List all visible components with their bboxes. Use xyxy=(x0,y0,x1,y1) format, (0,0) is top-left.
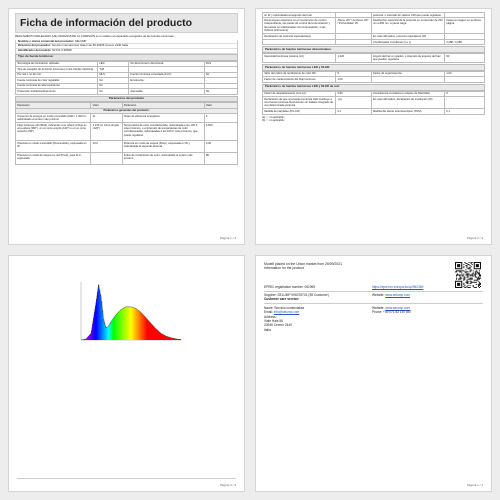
heading-1: Modell placed on the Union market from 26/09/2021 xyxy=(264,262,343,266)
table-cell: Potencia en modo encendido (Pencendido), expresada en W xyxy=(16,141,91,153)
table-cell: 0,1 xyxy=(336,109,372,114)
page-2 xyxy=(255,8,492,245)
page-footer: Página 3 / 3 xyxy=(219,483,236,487)
top-table xyxy=(262,12,485,45)
table-cell: Tp8 xyxy=(98,67,129,72)
table-cell: Intensidad luminosa máxima (cd) xyxy=(263,54,336,63)
params-table xyxy=(15,102,238,165)
table-row xyxy=(263,97,485,109)
address-line-3 xyxy=(264,328,483,332)
table-row xyxy=(263,18,485,34)
table-cell: 11 xyxy=(91,114,122,123)
model-value: SLTV1-5-90608 xyxy=(52,48,72,53)
col-header: Valor xyxy=(204,103,237,108)
customer-label: Customer care service: xyxy=(264,297,300,302)
table-cell: Coordenadas cromáticas (x e y) xyxy=(371,39,444,44)
table-cell: en W y redondeada al segundo decimal xyxy=(263,13,336,18)
notes xyxy=(262,116,485,123)
table-cell: Fuente luminosa de color regulable: xyxy=(16,78,98,83)
table-cell xyxy=(91,153,122,165)
table-cell: 1,00 xyxy=(445,71,485,76)
table-cell: Tecnología de iluminación utilizada: xyxy=(16,61,98,66)
table-cell: 10,0 xyxy=(91,141,122,153)
mains-header: Parámetros de fuentes luminosas LED y OLED de red: xyxy=(262,84,485,91)
table-cell: Altura: 207 / Anchura: 207 / Profundidad: 25 xyxy=(336,18,372,34)
table-cell: 0,00 xyxy=(204,141,237,153)
supplier-label: Nombre o marca comercial del proveedor: xyxy=(18,38,75,43)
table-cell: No xyxy=(98,78,129,83)
table-cell: Potencia en modo de espera (Pesp), expresada en W y redondeada al segundo decimal xyxy=(122,141,204,153)
table-cell: Tipo de casquillo de la fuente luminosa (u otra interfaz eléctrica) xyxy=(16,67,98,72)
table-cell: Fuente luminosa de alta luminancia: xyxy=(16,83,98,88)
table-cell: -(a) xyxy=(336,97,372,109)
phone-label: Phone: +39 071 82 187 857 xyxy=(372,310,412,315)
table-cell: F xyxy=(204,114,237,123)
col-header: Parámetro xyxy=(122,103,204,108)
table-cell: 0,288 / 0,285 xyxy=(445,39,485,44)
directional-table xyxy=(262,53,485,63)
supplier-website-label: Website: xyxy=(372,293,385,297)
page-title: Ficha de información del producto xyxy=(15,13,238,33)
table-cell: Dimensiones exteriores sin el mecanismo de control independiente, las piezas de control de la iluminación y las piezas no relacionadas con la iluminación, si las hubiera (milímetros) xyxy=(263,18,336,34)
params-header: Parámetros del producto xyxy=(15,96,238,103)
address-label: Dirección del proveedor: xyxy=(18,43,51,48)
table-cell: 0,90 xyxy=(336,91,372,96)
table-cell: - xyxy=(204,78,237,83)
type-header: Tipo de fuente luminosa: xyxy=(15,54,238,61)
table-cell: Factor de desplazamiento (cos φ1) xyxy=(263,91,336,96)
heading-2: Information for the product xyxy=(264,266,304,271)
page-footer: Página 1 / 1 xyxy=(466,483,483,487)
note: (a) '-': no aplicable; xyxy=(262,116,285,120)
page-footer: Página 2 / 3 xyxy=(466,236,483,240)
email-link[interactable]: info@selump.com xyxy=(273,310,300,315)
table-cell: No xyxy=(204,89,237,94)
table-cell: Distribución espectral de la potencia en el intervalo de 250 nm a 800 nm, a plena carga xyxy=(371,18,444,34)
eprel-row xyxy=(264,285,483,289)
email-label: Email: xyxy=(264,310,273,315)
page-4 xyxy=(255,255,492,492)
table-row xyxy=(263,77,485,82)
website-link[interactable]: www.selump.com xyxy=(385,305,411,310)
table-cell xyxy=(445,77,485,82)
table-cell: DLS xyxy=(204,61,237,66)
spectrum-svg xyxy=(75,278,185,346)
table-cell: Factor de mantenimiento del flujo luminoso xyxy=(263,77,336,82)
website-label: Website: xyxy=(372,305,385,310)
table-cell xyxy=(263,39,336,44)
model-label: Identificador del modelo: xyxy=(18,48,52,53)
directional-header: Parámetros de fuentes luminosas direccionales: xyxy=(262,46,485,53)
address-label: Address: xyxy=(264,314,277,319)
page-footer: Página 1 / 3 xyxy=(219,236,236,240)
note: (b) '-': no aplicable; xyxy=(262,119,285,123)
table-cell: Consumo de energía en modo encendido (kWh / 1 000 h), redondeado al entero más próximo xyxy=(16,114,91,123)
table-row xyxy=(263,54,485,63)
table-cell: 90 xyxy=(445,54,485,63)
divider xyxy=(264,291,483,292)
table-cell: Envolvente: xyxy=(129,78,204,83)
general-header: Parámetros generales del producto: xyxy=(16,108,238,113)
supplier-label: Supplier: SELUMP 096076T01 (98 Customer) xyxy=(264,293,329,297)
table-cell: 5 xyxy=(336,71,372,76)
table-cell: LED xyxy=(98,61,129,66)
led-table xyxy=(262,71,485,83)
table-cell: 0,1 xyxy=(445,109,485,114)
table-cell: - xyxy=(445,97,485,109)
table-cell: No direccional o direccional: xyxy=(129,61,204,66)
table-cell: - xyxy=(336,34,372,39)
divider xyxy=(264,303,483,304)
table-cell: 1,00 xyxy=(336,77,372,82)
page-3 xyxy=(8,255,245,492)
table-cell: Valor del índice de rendimiento de color R9 xyxy=(263,71,336,76)
table-cell: Protección antideslumbramiento: xyxy=(16,89,98,94)
table-row xyxy=(16,153,238,165)
table-cell: Declaración de potencia equivalente(a) xyxy=(263,34,336,39)
table-cell: Véase la imagen en la última página xyxy=(445,18,485,34)
table-cell: No xyxy=(204,72,237,77)
table-cell: No xyxy=(98,89,129,94)
table-cell: Consistencia cromática en elipses de MacAdam xyxy=(371,91,444,96)
name-label: Name: Servicio comercializa xyxy=(264,305,305,310)
table-cell: Declaración de que una fuente luminosa LED sustituye a una fuente luminosa fluorescente sin balasto integrado de una determinada potencia xyxy=(263,97,336,109)
table-row xyxy=(16,114,238,123)
footer-rule xyxy=(17,478,236,479)
table-cell xyxy=(336,39,372,44)
table-cell: Medida de parpadeo (Pst LM) xyxy=(263,109,336,114)
table-cell: Por red o no de red: xyxy=(16,72,98,77)
table-cell: En caso afirmativo, declaración de sustitución (W) xyxy=(371,97,444,109)
eprel-label: EPREL registration number: 051969 xyxy=(264,284,316,289)
table-row xyxy=(263,39,485,44)
supplier-value: SELUMP xyxy=(74,38,87,43)
col-header: Parámetro xyxy=(16,103,91,108)
page-1 xyxy=(8,8,245,245)
table-cell: 1 220 xyxy=(336,54,372,63)
address-text: 20946 Cevero 2440 xyxy=(264,323,293,328)
table-row xyxy=(263,109,485,114)
col-header: Valor xyxy=(91,103,122,108)
address-value: Servicio Internacional, Hale Indo 56 20946 Cevero 2440 Italia xyxy=(51,43,128,48)
table-cell: - xyxy=(445,34,485,39)
table-cell: Ángulo del haz en grados, o intervalo de ángulos del haz que pueden regularse xyxy=(371,54,444,63)
table-cell: 6 500 xyxy=(204,123,237,141)
table-cell: No xyxy=(98,83,129,88)
address-text: Italia xyxy=(264,327,271,332)
table-row xyxy=(16,123,238,141)
table-cell: 6 xyxy=(445,91,485,96)
table-cell: Medida del efecto estroboscópico (SVM) xyxy=(371,109,444,114)
customer-row xyxy=(264,297,483,301)
supplier-website-link[interactable]: www.selump.com xyxy=(385,293,411,297)
led-header: Parámetros de fuentes luminosas LED y OLED: xyxy=(262,64,485,71)
mains-table xyxy=(262,91,485,115)
table-cell: En caso afirmativo, potencia equivalente (W) xyxy=(371,34,444,39)
table-cell: Factor de supervivencia xyxy=(371,71,444,76)
table-cell: 80 xyxy=(204,153,237,165)
type-table xyxy=(15,61,238,95)
table-cell: Flujo luminoso útil (Φútil), indicando si se refiere al flujo en una esfera (360°), en un cono amplio (120°) o en un cono estrecho (90°) xyxy=(16,123,91,141)
table-cell xyxy=(371,77,444,82)
table-cell: Potencia en modo de espera en red (Pred), para FLC, expresada xyxy=(16,153,91,165)
table-cell: potencia, o intervalo de valores CRI que puede regularse xyxy=(371,13,444,18)
table-cell: 1 216 en Cono amplio (120°) xyxy=(91,123,122,141)
qr-code-icon[interactable] xyxy=(455,262,481,288)
address-text: Viale Hale 56 xyxy=(264,319,283,324)
table-cell: Atenuable: xyxy=(129,89,204,94)
table-row xyxy=(16,141,238,153)
table-cell: Temperatura de color correlacionada, redondeada a los 100 K más próximos, o el intervalo de temperaturas de color correlacionadas, redondeadas a los 100 K más próximos, que puede regularse xyxy=(122,123,204,141)
table-cell: Índice de rendimiento de color, redondeado al entero más próximo xyxy=(122,153,204,165)
table-cell: Fuente luminosa conectada (FLC): xyxy=(129,72,204,77)
table-row xyxy=(16,89,238,94)
spectrum-chart xyxy=(75,278,185,346)
table-cell: MLS xyxy=(98,72,129,77)
table-cell: Clase de eficiencia energética xyxy=(122,114,204,123)
regulation-text: REGLAMENTO DELEGADO (UE) 2019/2015 DE LA COMISIÓN en lo relativo al etiquetado energético de las fuentes luminosas xyxy=(15,34,174,38)
eprel-link[interactable]: https://eprel.ec.europa.eu/qr/962369 xyxy=(372,284,424,289)
